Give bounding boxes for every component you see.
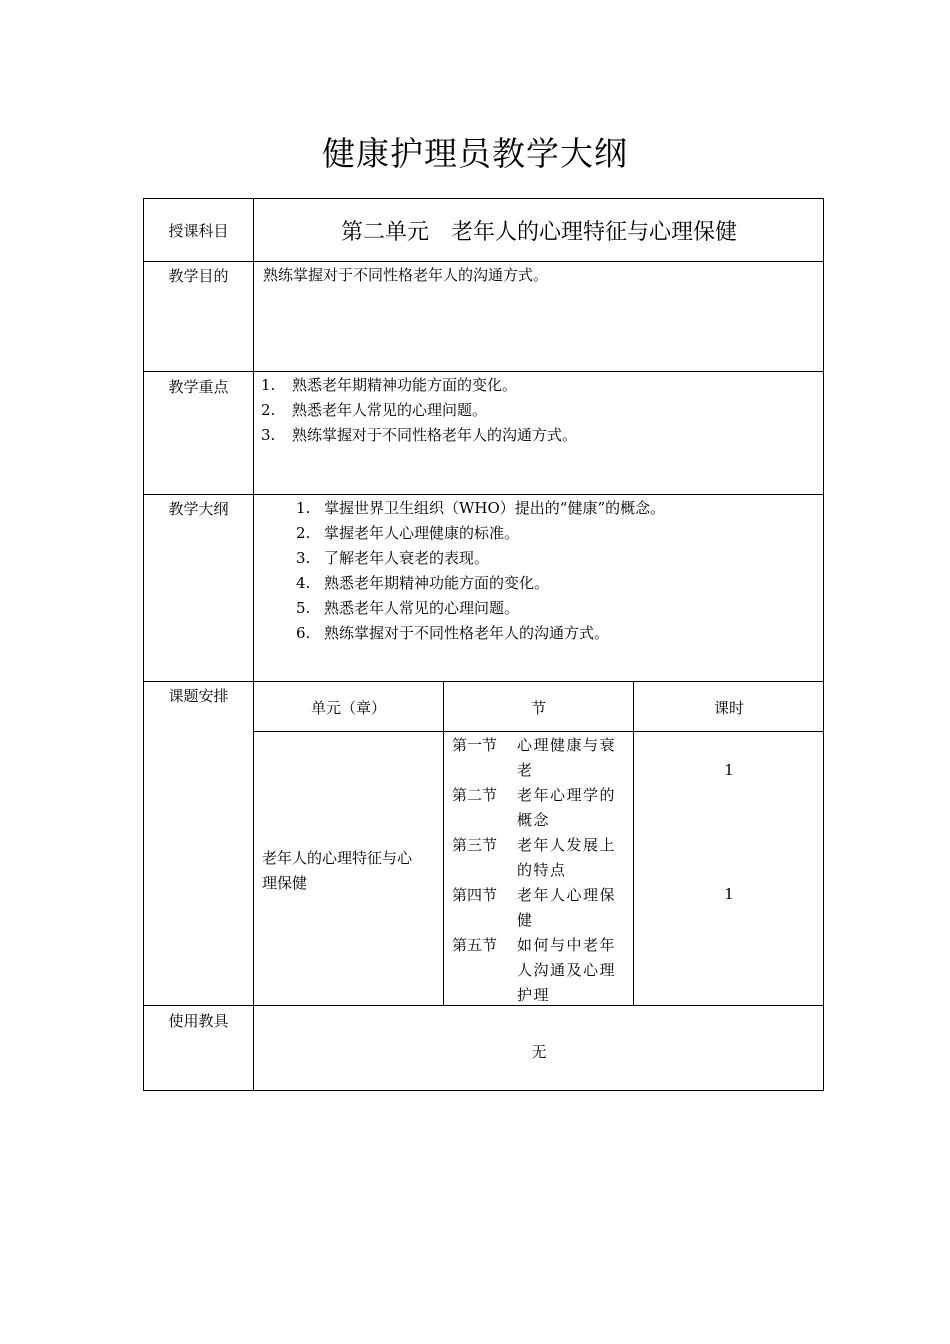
list-item [261,373,518,398]
row-divider [144,681,824,682]
list-item [261,423,578,448]
section-column-header: 节 [530,699,546,717]
item-number: 2. [296,524,311,542]
objective-text: 熟练掌握对于不同性格老年人的沟通方式。 [263,266,549,284]
subject-label: 授课科目 [168,222,229,240]
page-title: 健康护理员教学大纲 [322,134,628,173]
item-number: 3. [296,549,311,567]
section-number: 第五节 [452,936,498,954]
section-number: 第四节 [452,886,498,904]
tools-label: 使用教具 [168,1012,229,1030]
section-name: 老年人发展上的特点 [517,836,617,879]
unit-name [262,846,412,896]
section-number: 第二节 [452,786,498,804]
hours-column-header: 课时 [713,699,744,717]
hours-value: 1 [724,761,734,779]
key-points-label: 教学重点 [168,378,229,396]
item-number: 1. [296,499,311,517]
subject-value: 第二单元 老年人的心理特征与心理保健 [340,220,737,245]
item-text: 掌握世界卫生组织（WHO）提出的“健康”的概念。 [324,499,666,517]
section-number: 第三节 [452,836,498,854]
item-text: 了解老年人衰老的表现。 [324,549,490,567]
tools-value: 无 [531,1043,547,1061]
section-name: 心理健康与衰老 [517,736,617,779]
item-text: 熟悉老年人常见的心理问题。 [292,401,488,419]
list-item [296,496,666,521]
item-text: 熟练掌握对于不同性格老年人的沟通方式。 [324,624,610,642]
item-number: 5. [296,599,311,617]
item-text: 熟悉老年人常见的心理问题。 [324,599,520,617]
section-name: 老年人心理保健 [517,886,617,929]
row-divider [144,261,824,262]
row-divider [254,731,824,732]
unit-column-header: 单元（章） [310,699,386,717]
section-name: 老年心理学的概念 [517,786,617,829]
item-number: 1. [261,376,276,394]
column-divider [253,199,254,1091]
column-divider [633,681,634,1005]
column-divider [443,681,444,1005]
list-item [296,596,520,621]
unit-name-line: 老年人的心理特征与心 [262,849,413,867]
section-number: 第一节 [452,736,498,754]
item-number: 4. [296,574,311,592]
row-divider [144,494,824,495]
row-divider [144,1005,824,1006]
unit-name-line: 理保健 [262,874,308,892]
list-item [296,571,550,596]
row-divider [144,371,824,372]
hours-value: 1 [724,885,734,903]
list-item [296,621,610,646]
item-text: 熟练掌握对于不同性格老年人的沟通方式。 [292,426,578,444]
objective-label: 教学目的 [168,267,229,285]
list-item [296,521,520,546]
list-item [261,398,488,423]
item-number: 3. [261,426,276,444]
section-name: 如何与中老年人沟通及心理护理 [517,936,617,1004]
item-text: 熟悉老年期精神功能方面的变化。 [292,376,518,394]
item-number: 6. [296,624,311,642]
item-text: 熟悉老年期精神功能方面的变化。 [324,574,550,592]
syllabus-table [143,198,824,1091]
item-text: 掌握老年人心理健康的标准。 [324,524,520,542]
list-item [296,546,490,571]
schedule-label: 课题安排 [168,687,229,705]
outline-label: 教学大纲 [168,500,229,518]
item-number: 2. [261,401,276,419]
